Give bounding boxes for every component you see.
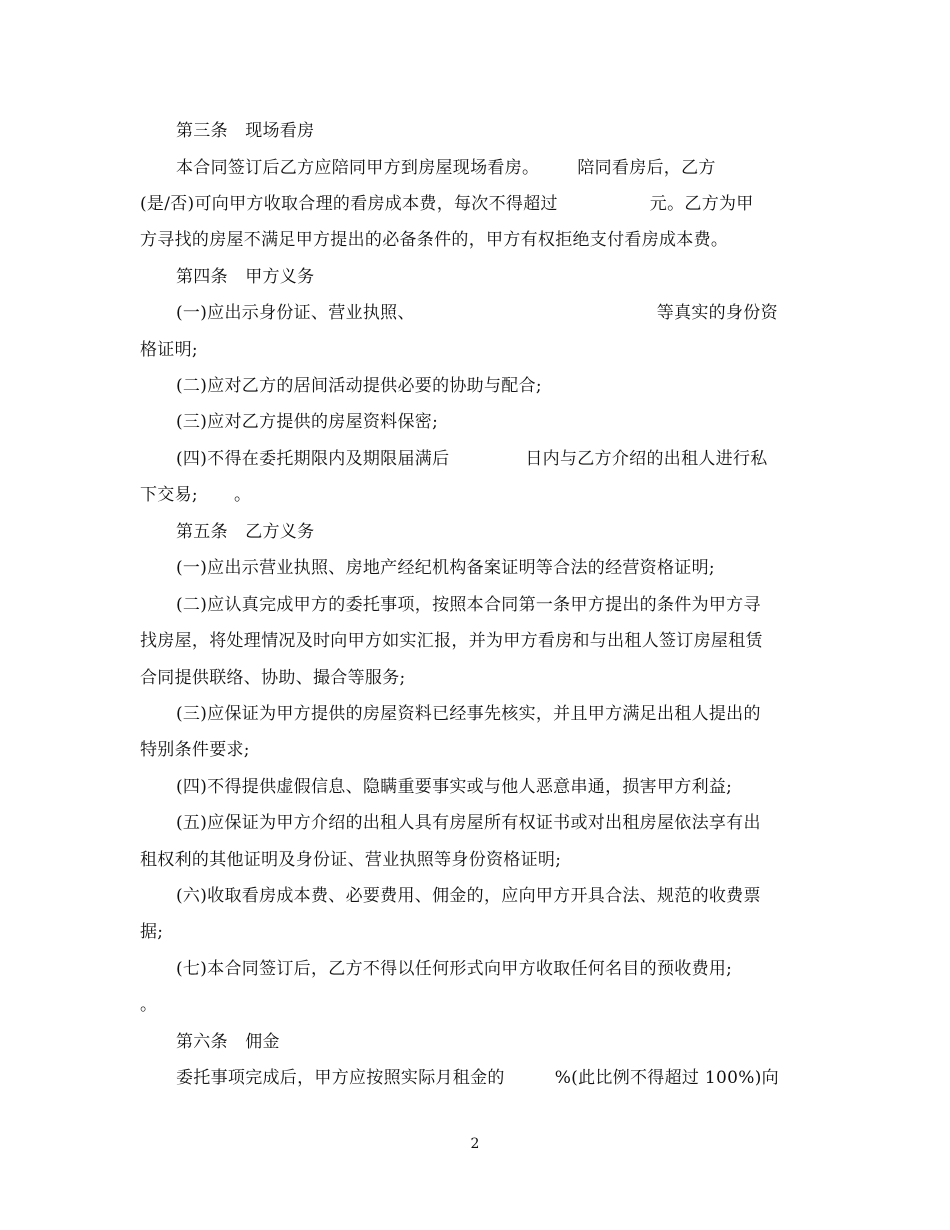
paragraph-line: 本合同签订后乙方应陪同甲方到房屋现场看房。 陪同看房后，乙方 xyxy=(176,158,716,178)
paragraph-line: (是/否)可向甲方收取合理的看房成本费，每次不得超过 元。乙方为甲 xyxy=(140,194,754,214)
paragraph-line: 合同提供联络、协助、撮合等服务; xyxy=(140,668,406,688)
paragraph-line: 下交易; 。 xyxy=(140,485,252,505)
article-3-heading: 第三条 现场看房 xyxy=(176,121,315,141)
paragraph-line: (六)收取看房成本费、必要费用、佣金的，应向甲方开具合法、规范的收费票 xyxy=(176,886,761,906)
paragraph-line: 特别条件要求; xyxy=(140,740,250,760)
paragraph-line: (一)应出示身份证、营业执照、 等真实的身份资 xyxy=(176,303,778,323)
paragraph-line: 委托事项完成后，甲方应按照实际月租金的 %(此比例不得超过 100%)向 xyxy=(176,1068,779,1088)
paragraph-line: 。 xyxy=(140,995,158,1015)
paragraph-line: (二)应认真完成甲方的委托事项，按照本合同第一条甲方提出的条件为甲方寻 xyxy=(176,595,761,615)
article-6-heading: 第六条 佣金 xyxy=(176,1032,280,1052)
paragraph-line: 据; xyxy=(140,922,164,942)
paragraph-line: 方寻找的房屋不满足甲方提出的必备条件的，甲方有权拒绝支付看房成本费。 xyxy=(140,230,729,250)
paragraph-line: (七)本合同签订后，乙方不得以任何形式向甲方收取任何名目的预收费用; xyxy=(176,959,733,979)
paragraph-line: (四)不得提供虚假信息、隐瞒重要事实或与他人恶意串通，损害甲方利益; xyxy=(176,777,733,797)
paragraph-line: (三)应对乙方提供的房屋资料保密; xyxy=(176,412,439,432)
paragraph-line: 租权利的其他证明及身份证、营业执照等身份资格证明; xyxy=(140,850,562,870)
paragraph-line: (四)不得在委托期限内及期限届满后 日内与乙方介绍的出租人进行私 xyxy=(176,449,768,469)
article-4-heading: 第四条 甲方义务 xyxy=(176,267,315,287)
paragraph-line: (三)应保证为甲方提供的房屋资料已经事先核实，并且甲方满足出租人提出的 xyxy=(176,704,761,724)
article-5-heading: 第五条 乙方义务 xyxy=(176,522,315,542)
paragraph-line: 格证明; xyxy=(140,340,198,360)
paragraph-line: 找房屋，将处理情况及时向甲方如实汇报，并为甲方看房和与出租人签订房屋租赁 xyxy=(140,631,763,651)
page-number: 2 xyxy=(470,1136,480,1152)
paragraph-line: (五)应保证为甲方介绍的出租人具有房屋所有权证书或对出租房屋依法享有出 xyxy=(176,813,761,833)
paragraph-line: (二)应对乙方的居间活动提供必要的协助与配合; xyxy=(176,376,542,396)
paragraph-line: (一)应出示营业执照、房地产经纪机构备案证明等合法的经营资格证明; xyxy=(176,558,715,578)
